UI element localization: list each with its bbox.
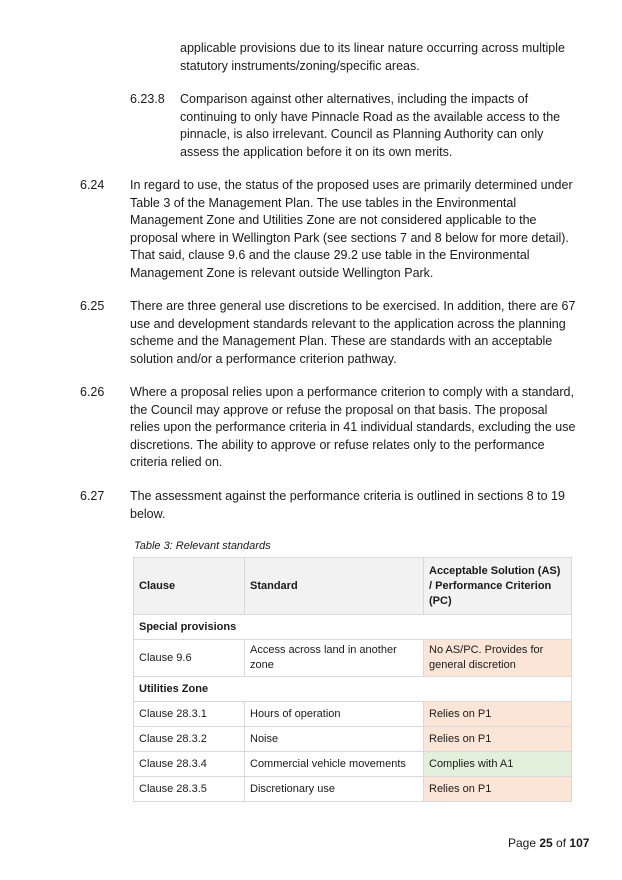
clause-cell: Clause 28.3.1 <box>134 702 245 727</box>
paragraph-text: The assessment against the performance criteria is outlined in sections 8 to 19 below. <box>130 489 565 521</box>
standard-cell: Hours of operation <box>245 702 424 727</box>
standards-table <box>133 557 572 802</box>
status-cell: Complies with A1 <box>424 752 572 777</box>
paragraph-number: 6.25 <box>80 299 105 313</box>
standard-cell: Discretionary use <box>245 777 424 802</box>
paragraph-continuation: applicable provisions due to its linear nature occurring across multiple statutory instruments/zoning/specific areas. <box>180 41 565 73</box>
clause-cell: Clause 28.3.5 <box>134 777 245 802</box>
paragraph-number: 6.26 <box>80 385 105 399</box>
paragraph-text: In regard to use, the status of the proposed uses are primarily determined under Table 3 of the Management Plan. The use tables in the Environmental Management Zone and Utilities Zone are not considered applicable to the proposal where in Wellington Park (see sections 7 and 8 below for more detail). That said, clause 9.6 and the clause 29.2 use table in the Environmental Management Zone is relevant outside Wellington Park. <box>130 178 573 280</box>
header-as-pc: Acceptable Solution (AS) / Performance Criterion (PC) <box>424 558 572 615</box>
paragraph-number: 6.24 <box>80 178 105 192</box>
paragraph-text: Where a proposal relies upon a performance criterion to comply with a standard, the Council may approve or refuse the proposal on that basis. The proposal relies upon the performance criteria in 41 individual standards, excluding the use discretions. The ability to approve or refuse relates only to the performance criteria relied on. <box>130 385 576 470</box>
page-of-label: of <box>552 836 570 850</box>
clause-cell: Clause 9.6 <box>134 640 245 677</box>
paragraph-text: Comparison against other alternatives, including the impacts of continuing to only have Pinnacle Road as the available access to the pinnacle, is also irrelevant. Council as Planning Authority can only assess the application before it on its own merits. <box>180 92 561 159</box>
standard-cell: Noise <box>245 727 424 752</box>
header-standard: Standard <box>245 558 424 615</box>
table-row <box>134 752 572 777</box>
clause-cell: Clause 28.3.2 <box>134 727 245 752</box>
header-clause: Clause <box>134 558 245 615</box>
table-row <box>134 777 572 802</box>
status-cell: Relies on P1 <box>424 702 572 727</box>
section-label: Utilities Zone <box>134 677 572 702</box>
page-number <box>508 836 589 850</box>
current-page: 25 <box>539 836 553 850</box>
clause-cell: Clause 28.3.4 <box>134 752 245 777</box>
paragraph-text: There are three general use discretions to be exercised. In addition, there are 67 use and development standards relevant to the application across the planning scheme and the Management Plan. These are standards with an acceptable solution and/or a performance criterion pathway. <box>130 299 576 366</box>
section-row <box>134 677 572 702</box>
section-label: Special provisions <box>134 615 572 640</box>
standard-cell: Commercial vehicle movements <box>245 752 424 777</box>
table-header-row <box>134 558 572 615</box>
paragraph-number: 6.23.8 <box>130 92 165 106</box>
status-cell: Relies on P1 <box>424 777 572 802</box>
paragraph-number: 6.27 <box>80 489 105 503</box>
status-cell: Relies on P1 <box>424 727 572 752</box>
table-row <box>134 727 572 752</box>
page-label: Page <box>508 836 540 850</box>
table-caption: Table 3: Relevant standards <box>134 540 271 552</box>
table-row <box>134 640 572 677</box>
total-pages: 107 <box>569 836 590 850</box>
section-row <box>134 615 572 640</box>
table-row <box>134 702 572 727</box>
standard-cell: Access across land in another zone <box>245 640 424 677</box>
status-cell: No AS/PC. Provides for general discretion <box>424 640 572 677</box>
